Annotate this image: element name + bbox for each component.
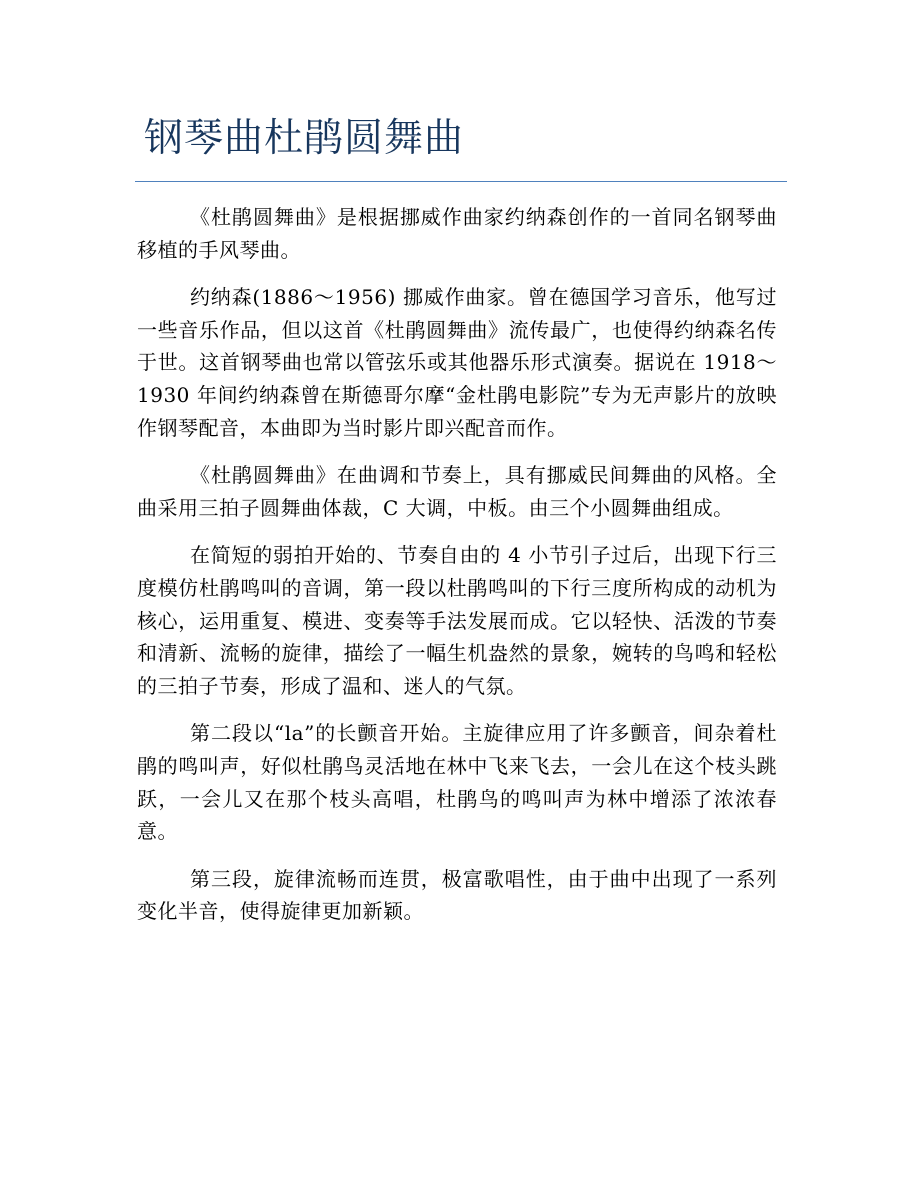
paragraph-intro: 《杜鹃圆舞曲》是根据挪威作曲家约纳森创作的一首同名钢琴曲移植的手风琴曲。 xyxy=(137,205,777,262)
document-body xyxy=(137,201,777,943)
title-divider xyxy=(135,181,787,182)
document-title: 钢琴曲杜鹃圆舞曲 xyxy=(144,116,465,161)
paragraph-section-three: 第三段，旋律流畅而连贯，极富歌唱性，由于曲中出现了一系列变化半音，使得旋律更加新颖。 xyxy=(137,866,777,924)
paragraph-section-two: 第二段以“la”的长颤音开始。主旋律应用了许多颤音，间杂着杜鹃的鸣叫声，好似杜鹃鸟灵活地在林中飞来飞去，一会儿在这个枝头跳跃，一会儿又在那个枝头高唱，杜鹃鸟的鸣叫声为林中增添了浓浓春意。 xyxy=(137,721,777,844)
paragraph-section-one: 在简短的弱拍开始的、节奏自由的 4 小节引子过后，出现下行三度模仿杜鹃鸣叫的音调，第一段以杜鹃鸣叫的下行三度所构成的动机为核心，运用重复、模进、变奏等手法发展而成。它以轻快、活泼的节奏和清新、流畅的旋律，描绘了一幅生机盎然的景象，婉转的鸟鸣和轻松的三拍子节奏，形成了温和、迷人的气氛。 xyxy=(137,543,777,698)
paragraph-composer: 约纳森(1886～1956) 挪威作曲家。曾在德国学习音乐，他写过一些音乐作品，但以这首《杜鹃圆舞曲》流传最广，也使得约纳森名传于世。这首钢琴曲也常以管弦乐或其他器乐形式演奏。据说在 1918～1930 年间约纳森曾在斯德哥尔摩“金杜鹃电影院”专为无声影片的放映作钢琴配音，本曲即为当时影片即兴配音而作。 xyxy=(137,285,777,440)
paragraph-style: 《杜鹃圆舞曲》在曲调和节奏上，具有挪威民间舞曲的风格。全曲采用三拍子圆舞曲体裁，C 大调，中板。由三个小圆舞曲组成。 xyxy=(137,463,777,520)
